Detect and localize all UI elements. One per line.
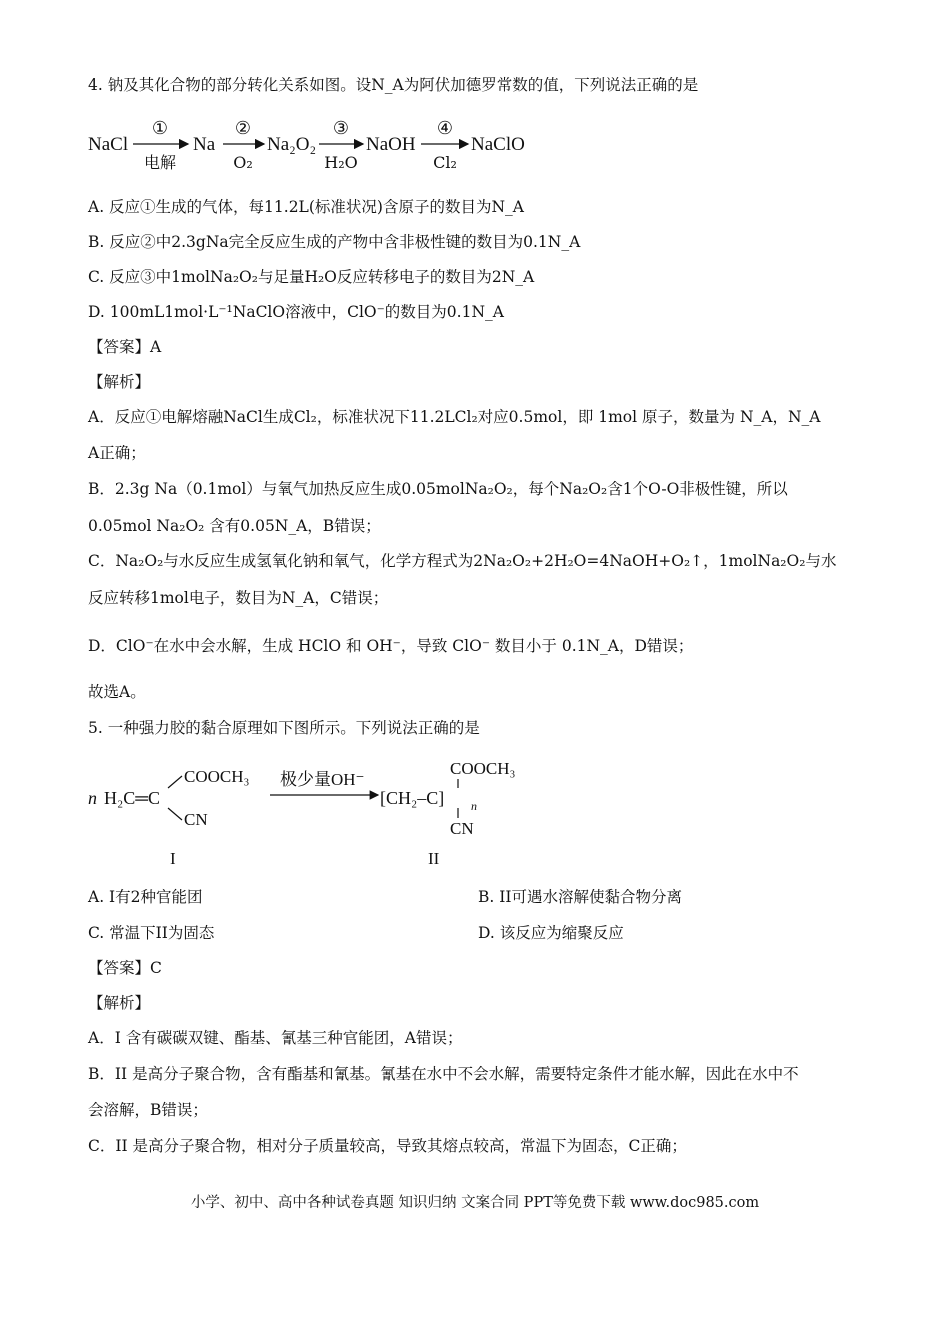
polymer-ester-group: COOCH₃ xyxy=(450,759,516,778)
q4-analysis-label: 【解析】 xyxy=(88,373,151,391)
q5-analysis-line: A．Ⅰ 含有碳碳双键、酯基、氰基三种官能团，A错误； xyxy=(88,1029,463,1047)
q4-option-c: C. 反应③中1molNa₂O₂与足量H₂O反应转移电子的数目为2N_A xyxy=(88,268,535,286)
step-2-label: ② xyxy=(234,118,252,139)
q4-analysis-line: C．Na₂O₂与水反应生成氢氧化钠和氧气，化学方程式为2Na₂O₂+2H₂O=4NaOH+O₂↑，1molNa₂O₂与水 xyxy=(88,552,837,570)
q4-analysis-line: D．ClO⁻在水中会水解，生成 HClO 和 OH⁻，导致 ClO⁻ 数目小于 0.1N_A，D错误； xyxy=(88,637,694,655)
monomer-main: H₂C═C xyxy=(104,788,161,808)
step-3-label: ③ xyxy=(332,118,350,139)
q4-answer xyxy=(88,336,161,358)
species-naclo: NaClO xyxy=(471,134,525,155)
q4-analysis-line: A正确； xyxy=(88,444,146,462)
condition-1: 电解 xyxy=(143,153,177,172)
step-1-label: ① xyxy=(151,118,169,139)
q4-conversion-scheme xyxy=(88,112,548,184)
q4-analysis-line: A．反应①电解熔融NaCl生成Cl₂，标准状况下11.2LCl₂对应0.5mol，即 1mol 原子，数量为 N_A，N_A xyxy=(88,408,821,426)
condition-2: O₂ xyxy=(233,153,253,172)
q4-option-a: A. 反应①生成的气体，每11.2L(标准状况)含原子的数目为N_A xyxy=(88,198,524,216)
condition-3: H₂O xyxy=(324,153,358,172)
q5-polymerization-scheme xyxy=(88,752,548,872)
reaction-condition: 极少量OH⁻ xyxy=(280,770,365,789)
step-4-label: ④ xyxy=(436,118,454,139)
q5-option-b: B. II可遇水溶解使黏合物分离 xyxy=(478,888,682,906)
q5-option-c: C. 常温下II为固态 xyxy=(88,924,215,942)
polymer-n: n xyxy=(471,799,477,813)
q4-option-b: B. 反应②中2.3gNa完全反应生成的产物中含非极性键的数目为0.1N_A xyxy=(88,233,581,251)
answer-label: 【答案】 xyxy=(88,338,151,356)
page-footer: 小学、初中、高中各种试卷真题 知识归纳 文案合同 PPT等免费下载 www.doc985.com xyxy=(190,1195,760,1211)
q5-option-d: D. 该反应为缩聚反应 xyxy=(478,924,624,942)
answer-label: 【答案】 xyxy=(88,959,151,977)
label-II: II xyxy=(428,849,440,868)
bond-up xyxy=(168,776,182,788)
q5-option-a: A. I有2种官能团 xyxy=(88,888,203,906)
species-na: Na xyxy=(193,134,216,155)
n-coefficient: n xyxy=(88,788,97,808)
q5-analysis-line: C．II 是高分子聚合物，相对分子质量较高，导致其熔点较高，常温下为固态，C正确； xyxy=(88,1137,687,1155)
q5-analysis-line: 会溶解，B错误； xyxy=(88,1101,208,1119)
monomer-cyano-group: CN xyxy=(184,810,208,829)
bond-down xyxy=(168,808,182,820)
q4-stem: 4. 钠及其化合物的部分转化关系如图。设N_A为阿伏加德罗常数的值，下列说法正确的是 xyxy=(88,76,699,94)
monomer-ester-group: COOCH₃ xyxy=(184,767,250,786)
species-nacl: NaCl xyxy=(88,134,129,155)
q4-analysis-line: 故选A。 xyxy=(88,683,146,701)
q5-analysis-line: B．II 是高分子聚合物，含有酯基和氰基。氰基在水中不会水解，需要特定条件才能水解，因此在水中不 xyxy=(88,1065,799,1083)
answer-value: C xyxy=(150,959,162,977)
species-na2o2: Na₂O₂ xyxy=(267,134,317,155)
q4-analysis-line: 反应转移1mol电子，数目为N_A，C错误； xyxy=(88,589,389,607)
polymer-main: [CH₂–C] xyxy=(380,788,445,808)
q5-answer xyxy=(88,957,162,979)
answer-value: A xyxy=(150,338,162,356)
label-I: I xyxy=(170,849,176,868)
q5-analysis-label: 【解析】 xyxy=(88,994,151,1012)
polymer-cyano-group: CN xyxy=(450,819,474,838)
q5-stem: 5. 一种强力胶的黏合原理如下图所示。下列说法正确的是 xyxy=(88,719,480,737)
q4-analysis-line: 0.05mol Na₂O₂ 含有0.05N_A，B错误； xyxy=(88,517,381,535)
q4-option-d: D. 100mL1mol·L⁻¹NaClO溶液中，ClO⁻的数目为0.1N_A xyxy=(88,303,504,321)
condition-4: Cl₂ xyxy=(433,153,457,172)
q4-analysis-line: B．2.3g Na（0.1mol）与氧气加热反应生成0.05molNa₂O₂，每个Na₂O₂含1个O-O非极性键，所以 xyxy=(88,480,788,498)
species-naoh: NaOH xyxy=(366,134,416,155)
